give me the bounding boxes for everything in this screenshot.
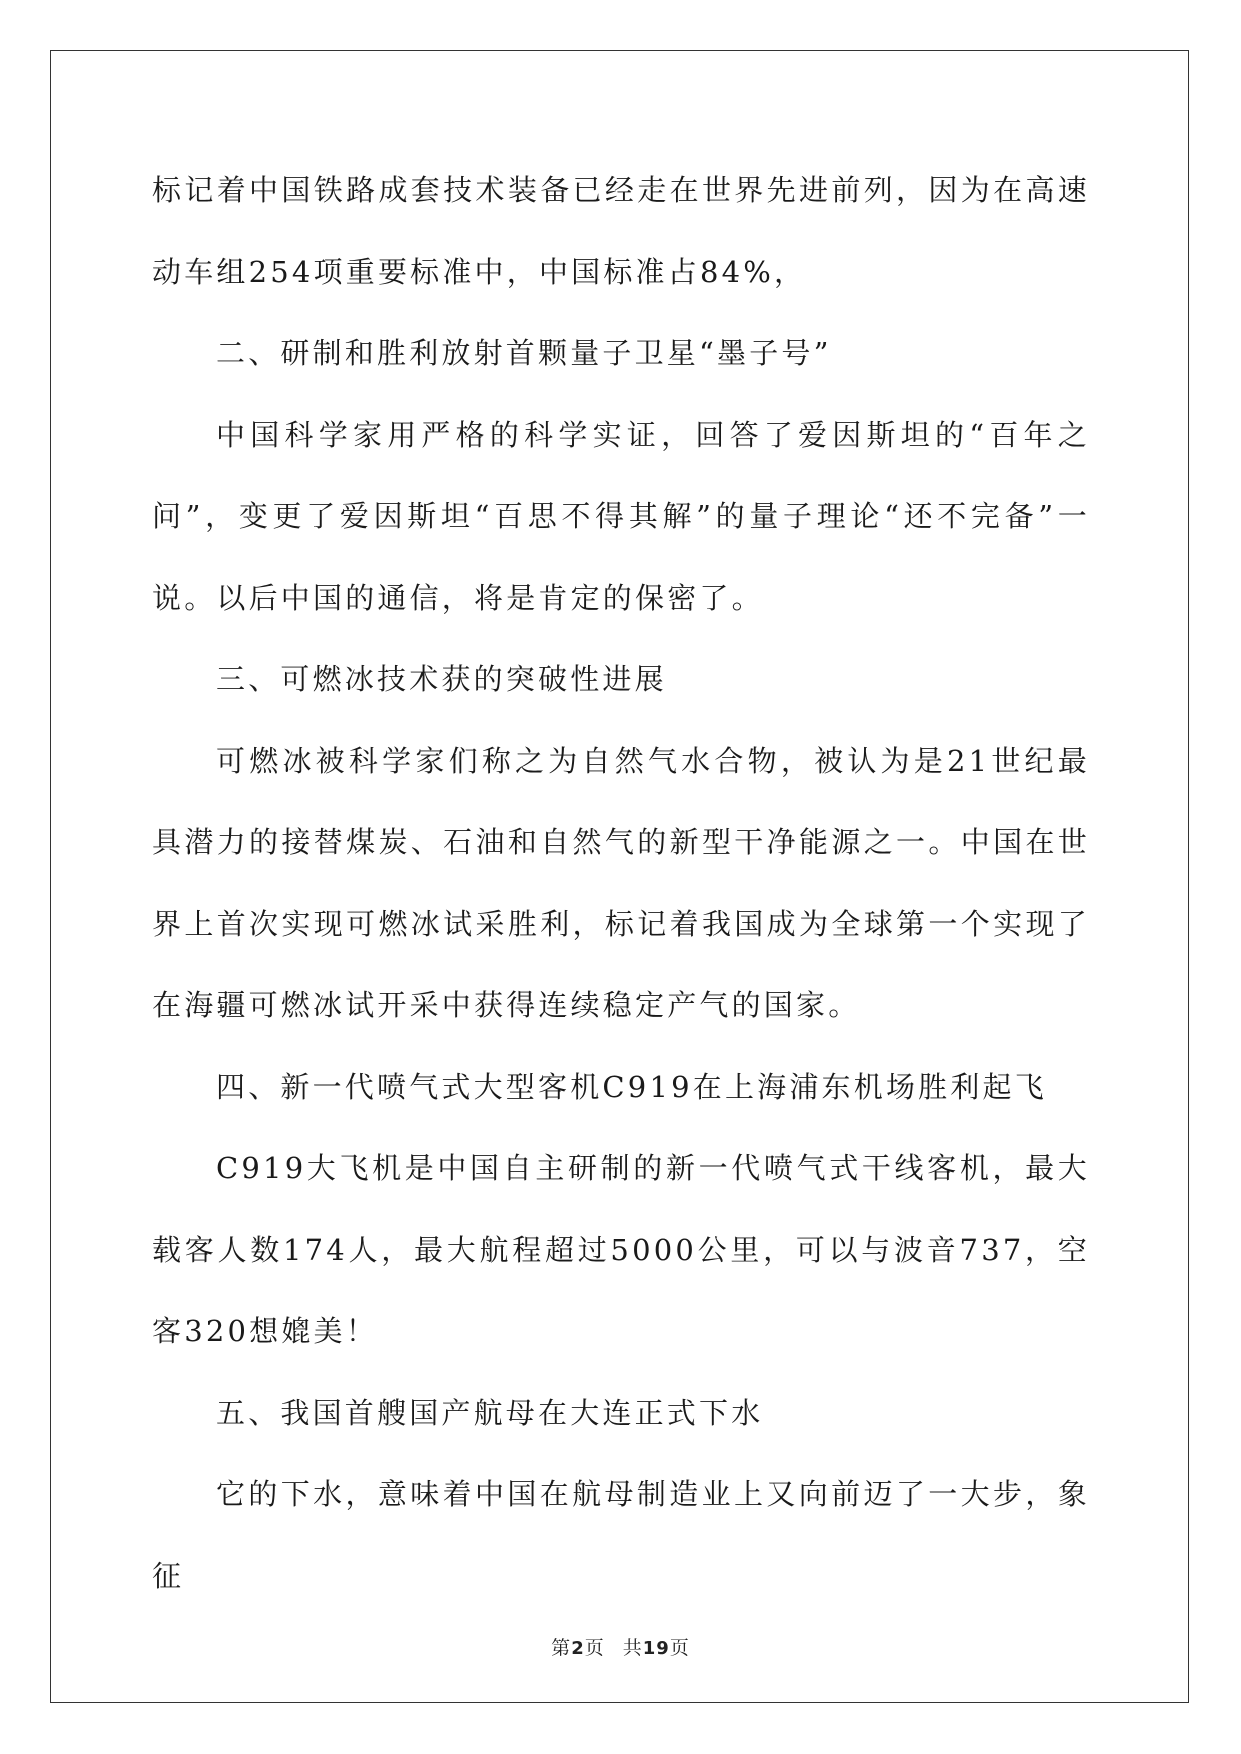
page-total: 19 bbox=[642, 1638, 670, 1659]
page-suffix: 页 bbox=[584, 1637, 605, 1659]
section-heading-combustible-ice: 三、可燃冰技术获的突破性进展 bbox=[216, 662, 667, 696]
total-prefix: 共 bbox=[622, 1637, 643, 1659]
page-current: 2 bbox=[571, 1638, 585, 1659]
paragraph-continuation: 标记着中国铁路成套技术装备已经走在世界先进前列，因为在高速动车组254项重要标准中，中国标准占84%， bbox=[152, 173, 1090, 289]
document-body bbox=[152, 150, 1090, 1617]
page-footer bbox=[0, 1633, 1241, 1660]
section-heading-quantum-satellite: 二、研制和胜利放射首颗量子卫星“墨子号” bbox=[216, 336, 832, 370]
paragraph-quantum-satellite: 中国科学家用严格的科学实证，回答了爱因斯坦的“百年之问”，变更了爱因斯坦“百思不得其解”的量子理论“还不完备”一说。以后中国的通信，将是肯定的保密了。 bbox=[152, 417, 1090, 615]
total-suffix: 页 bbox=[669, 1637, 690, 1659]
paragraph-aircraft-carrier: 它的下水，意味着中国在航母制造业上又向前迈了一大步，象征 bbox=[152, 1477, 1090, 1593]
paragraph-combustible-ice: 可燃冰被科学家们称之为自然气水合物，被认为是21世纪最具潜力的接替煤炭、石油和自然气的新型干净能源之一。中国在世界上首次实现可燃冰试采胜利，标记着我国成为全球第一个实现了在海疆可燃冰试开采中获得连续稳定产气的国家。 bbox=[152, 743, 1090, 1022]
paragraph-c919: C919大飞机是中国自主研制的新一代喷气式干线客机，最大载客人数174人，最大航程超过5000公里，可以与波音737，空客320想媲美！ bbox=[152, 1151, 1090, 1348]
section-heading-c919: 四、新一代喷气式大型客机C919在上海浦东机场胜利起飞 bbox=[216, 1069, 1047, 1104]
page-prefix: 第 bbox=[551, 1637, 572, 1659]
section-heading-aircraft-carrier: 五、我国首艘国产航母在大连正式下水 bbox=[216, 1395, 764, 1430]
